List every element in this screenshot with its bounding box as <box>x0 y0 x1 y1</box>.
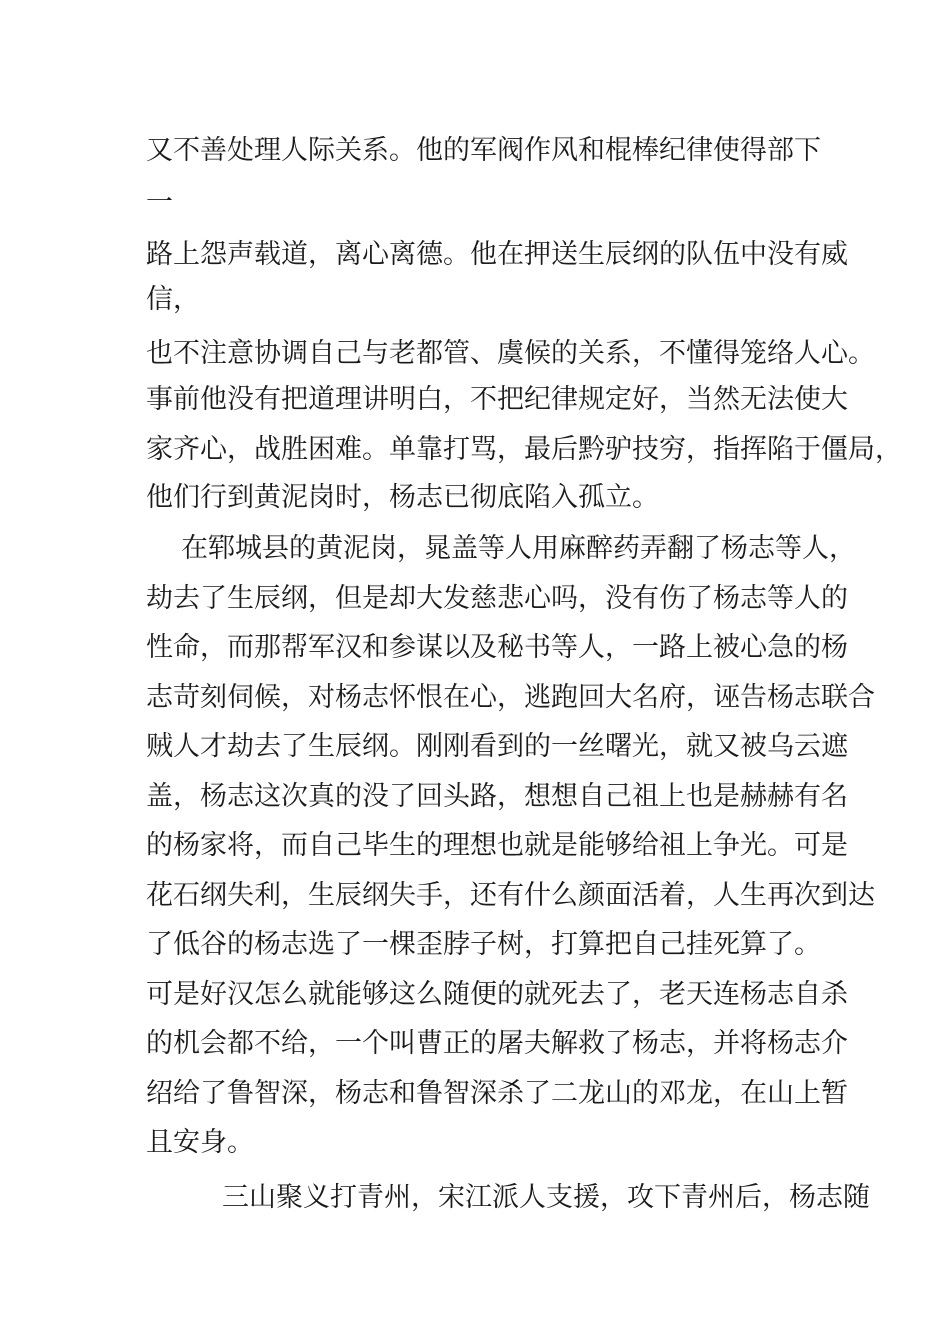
text-line: 的机会都不给，一个叫曹正的屠夫解救了杨志，并将杨志介 <box>146 1028 848 1059</box>
text-line: 信， <box>146 284 200 315</box>
text-line: 花石纲失利，生辰纲失手，还有什么颜面活着，人生再次到达 <box>146 880 875 911</box>
text-line: 绍给了鲁智深，杨志和鲁智深杀了二龙山的邓龙，在山上暂 <box>146 1078 848 1109</box>
text-line: 了低谷的杨志选了一棵歪脖子树，打算把自己挂死算了。 <box>146 929 821 960</box>
text-line: 贼人才劫去了生辰纲。刚刚看到的一丝曙光，就又被乌云遮 <box>146 731 848 762</box>
text-line: 事前他没有把道理讲明白，不把纪律规定好，当然无法使大 <box>146 384 848 415</box>
text-line: 盖，杨志这次真的没了回头路，想想自己祖上也是赫赫有名 <box>146 781 848 812</box>
text-line: 家齐心，战胜困难。单靠打骂，最后黔驴技穷，指挥陷于僵局， <box>146 434 902 465</box>
text-line: 三山聚义打青州，宋江派人支援，攻下青州后，杨志随 <box>222 1182 870 1213</box>
text-line: 路上怨声载道，离心离德。他在押送生辰纲的队伍中没有威 <box>146 239 848 270</box>
text-line: 一 <box>146 187 173 218</box>
text-line: 又不善处理人际关系。他的军阀作风和棍棒纪律使得部下 <box>146 135 821 166</box>
text-line: 可是好汉怎么就能够这么随便的就死去了，老天连杨志自杀 <box>146 979 848 1010</box>
text-line: 也不注意协调自己与老都管、虞候的关系，不懂得笼络人心。 <box>146 338 875 369</box>
text-line: 性命，而那帮军汉和参谋以及秘书等人，一路上被心急的杨 <box>146 632 848 663</box>
text-line: 的杨家将，而自己毕生的理想也就是能够给祖上争光。可是 <box>146 830 848 861</box>
text-line: 劫去了生辰纲，但是却大发慈悲心吗，没有伤了杨志等人的 <box>146 583 848 614</box>
text-line: 他们行到黄泥岗时，杨志已彻底陷入孤立。 <box>146 482 659 513</box>
text-line: 志苛刻伺候，对杨志怀恨在心，逃跑回大名府，诬告杨志联合 <box>146 682 875 713</box>
text-line: 在郓城县的黄泥岗，晁盖等人用麻醉药弄翻了杨志等人， <box>181 533 856 564</box>
text-line: 且安身。 <box>146 1127 254 1158</box>
